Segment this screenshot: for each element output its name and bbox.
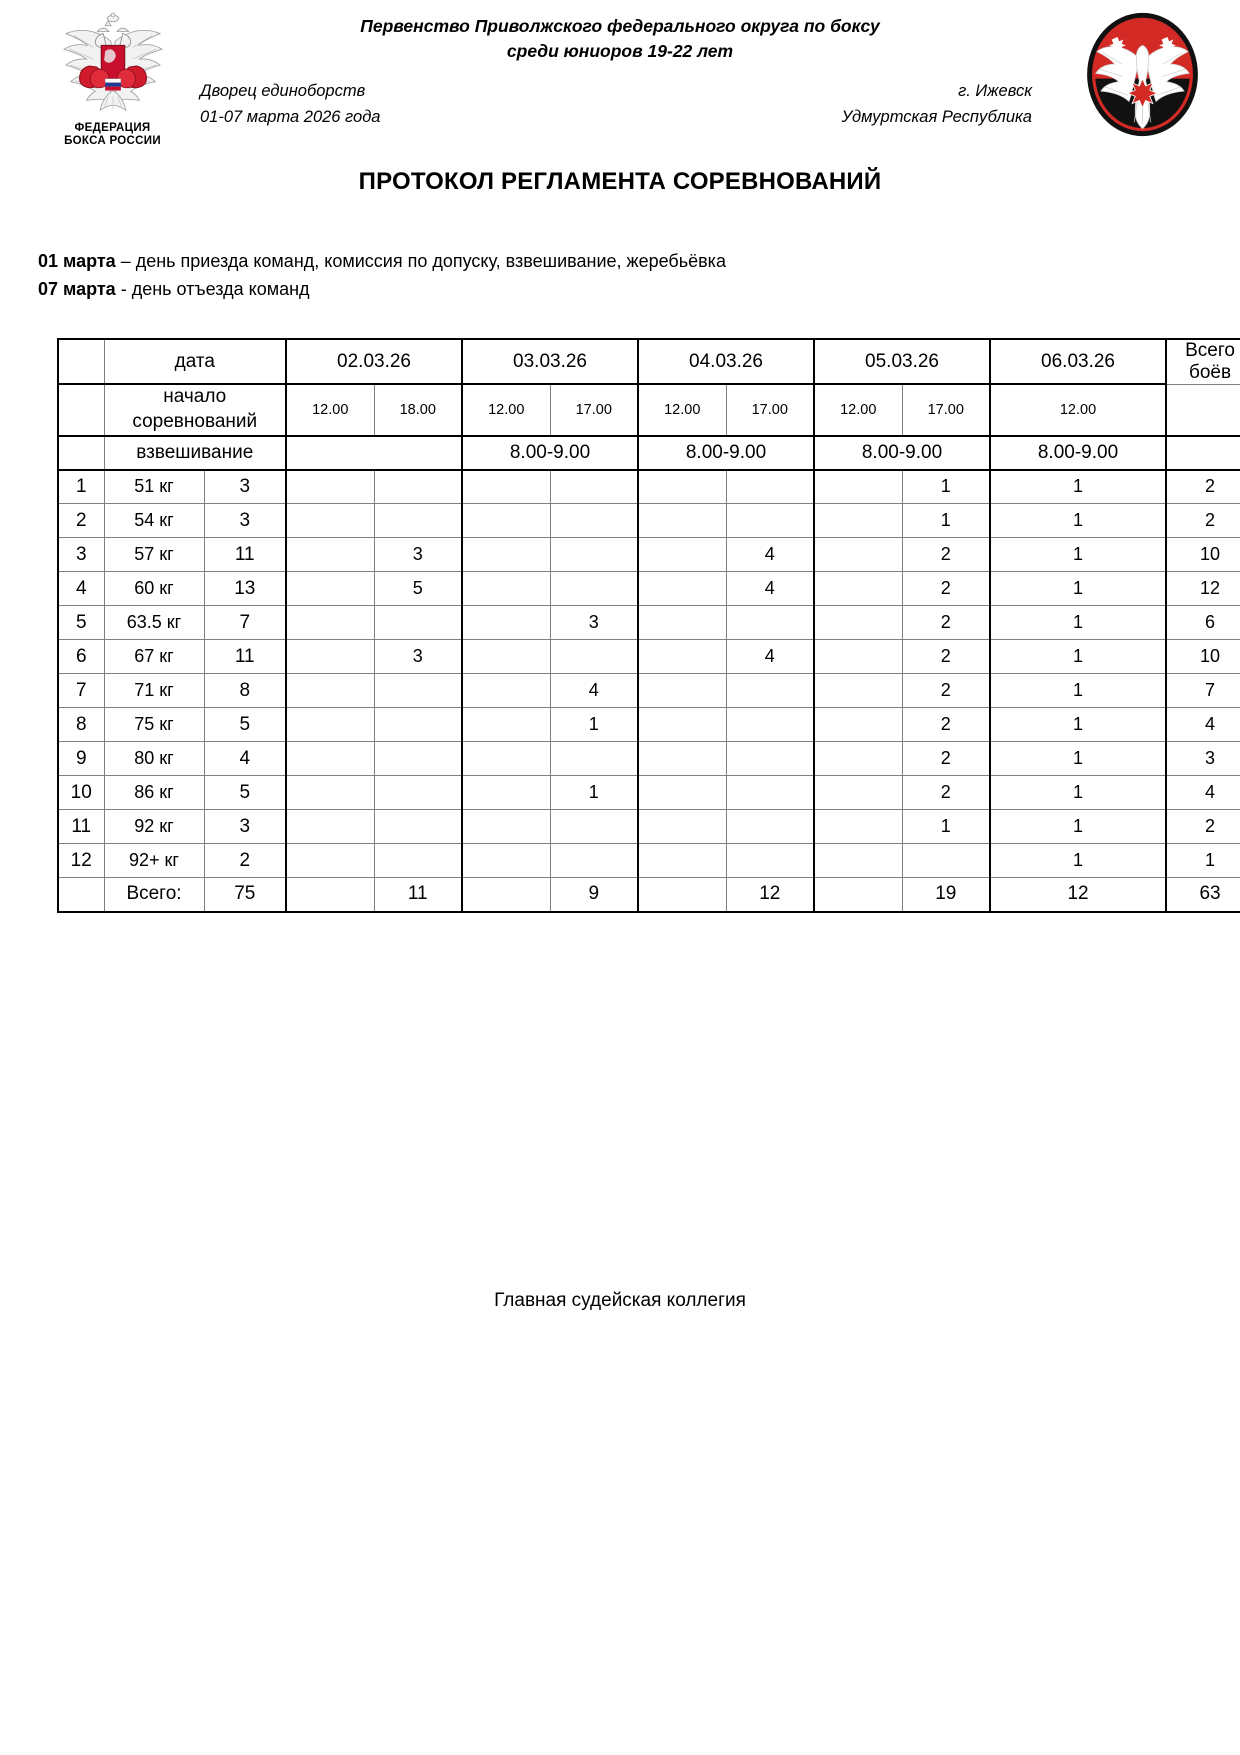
cell-d1-s1	[286, 606, 374, 640]
note-text: – день приезда команд, комиссия по допуску, взвешивание, жеребьёвка	[115, 251, 726, 271]
cell-d4-s2: 2	[902, 640, 990, 674]
table-row	[58, 810, 1240, 844]
signature-line: Главная судейская коллегия	[494, 1290, 746, 1311]
start-time-d1-s2: 18.00	[374, 384, 462, 435]
udmurt-swan-emblem-icon	[1080, 10, 1205, 140]
cell-d3-s2	[726, 776, 814, 810]
cell-d2-s2	[550, 640, 638, 674]
cell-d1-s2	[374, 504, 462, 538]
row-participants: 3	[204, 470, 286, 504]
cell-d4-s2: 2	[902, 674, 990, 708]
cell-d4-s2: 2	[902, 776, 990, 810]
header-date-4: 06.03.26	[990, 339, 1166, 385]
cell-d5-s1: 1	[990, 810, 1166, 844]
cell-d1-s2	[374, 606, 462, 640]
cell-d1-s2	[374, 742, 462, 776]
cell-d1-s2: 5	[374, 572, 462, 606]
table-row	[58, 776, 1240, 810]
row-number: 8	[58, 708, 104, 742]
cell-d1-s1	[286, 844, 374, 878]
cell-d3-s1	[638, 572, 726, 606]
totals-empty	[58, 878, 104, 912]
start-time-d3-s2: 17.00	[726, 384, 814, 435]
start-time-d2-s2: 17.00	[550, 384, 638, 435]
row-weight-class: 92+ кг	[104, 844, 204, 878]
weighin-d3: 8.00-9.00	[638, 436, 814, 470]
header-date-2: 04.03.26	[638, 339, 814, 385]
table-row	[58, 470, 1240, 504]
start-time-d2-s1: 12.00	[462, 384, 550, 435]
cell-d2-s1	[462, 640, 550, 674]
cell-row-total: 2	[1166, 470, 1240, 504]
cell-d5-s1: 1	[990, 742, 1166, 776]
cell-d4-s2: 2	[902, 538, 990, 572]
cell-d2-s1	[462, 606, 550, 640]
document-header	[0, 0, 1240, 150]
event-venue: Дворец единоборств	[200, 82, 366, 100]
cell-d2-s1	[462, 572, 550, 606]
cell-d3-s1	[638, 606, 726, 640]
totals-grand: 63	[1166, 878, 1240, 912]
row-number: 4	[58, 572, 104, 606]
header-weighin-label: взвешивание	[104, 436, 286, 470]
cell-d5-s1: 1	[990, 470, 1166, 504]
header-start-label	[104, 384, 286, 435]
schedule-notes	[38, 248, 1240, 304]
row-participants: 7	[204, 606, 286, 640]
cell-d1-s1	[286, 742, 374, 776]
table-header-start-times	[58, 384, 1240, 435]
table-row	[58, 538, 1240, 572]
cell-row-total: 7	[1166, 674, 1240, 708]
cell-row-total: 1	[1166, 844, 1240, 878]
row-number: 11	[58, 810, 104, 844]
cell-d4-s2: 1	[902, 470, 990, 504]
header-start-line2: соревнований	[132, 410, 258, 432]
row-weight-class: 75 кг	[104, 708, 204, 742]
cell-d5-s1: 1	[990, 708, 1166, 742]
row-weight-class: 71 кг	[104, 674, 204, 708]
cell-d3-s2	[726, 742, 814, 776]
cell-row-total: 6	[1166, 606, 1240, 640]
cell-d2-s1	[462, 742, 550, 776]
cell-d2-s1	[462, 776, 550, 810]
cell-d1-s2: 3	[374, 640, 462, 674]
note-text: - день отъезда команд	[115, 278, 310, 299]
cell-d4-s2: 2	[902, 572, 990, 606]
row-weight-class: 63.5 кг	[104, 606, 204, 640]
header-date-1: 03.03.26	[462, 339, 638, 385]
row-weight-class: 92 кг	[104, 810, 204, 844]
totals-participants: 75	[204, 878, 286, 912]
row-participants: 11	[204, 538, 286, 572]
weighin-d2: 8.00-9.00	[462, 436, 638, 470]
cell-d1-s2	[374, 674, 462, 708]
cell-d3-s1	[638, 810, 726, 844]
cell-d3-s2	[726, 810, 814, 844]
row-number: 10	[58, 776, 104, 810]
cell-d5-s1: 1	[990, 674, 1166, 708]
cell-d2-s1	[462, 844, 550, 878]
header-total-fights	[1166, 339, 1240, 385]
row-number: 6	[58, 640, 104, 674]
cell-row-total: 4	[1166, 776, 1240, 810]
note-line	[38, 248, 1240, 276]
weighin-total-spacer	[1166, 436, 1240, 470]
cell-d2-s2: 3	[550, 606, 638, 640]
totals-d3-s1	[638, 878, 726, 912]
cell-d3-s1	[638, 776, 726, 810]
cell-d1-s2	[374, 844, 462, 878]
cell-d4-s1	[814, 674, 902, 708]
event-title-line2: среди юниоров 19-22 лет	[506, 41, 734, 62]
cell-d2-s2: 1	[550, 708, 638, 742]
header-empty-num3	[58, 436, 104, 470]
totals-d4-s1	[814, 878, 902, 912]
totals-label: Всего:	[104, 878, 204, 912]
cell-d2-s2: 4	[550, 674, 638, 708]
cell-d4-s2: 2	[902, 606, 990, 640]
event-region: Удмуртская Республика	[841, 108, 1032, 127]
document-title: ПРОТОКОЛ РЕГЛАМЕНТА СОРЕВНОВАНИЙ	[358, 168, 882, 195]
cell-d3-s2: 4	[726, 640, 814, 674]
totals-d3-s2: 12	[726, 878, 814, 912]
table-row	[58, 674, 1240, 708]
header-total-fights-line1: Всего	[1185, 339, 1235, 361]
row-participants: 3	[204, 810, 286, 844]
cell-d2-s1	[462, 538, 550, 572]
event-title-line1: Первенство Приволжского федерального округа по боксу	[360, 16, 880, 36]
row-weight-class: 51 кг	[104, 470, 204, 504]
cell-row-total: 12	[1166, 572, 1240, 606]
row-number: 1	[58, 470, 104, 504]
totals-d2-s1	[462, 878, 550, 912]
cell-row-total: 10	[1166, 640, 1240, 674]
cell-d2-s1	[462, 810, 550, 844]
totals-d1-s1	[286, 878, 374, 912]
header-date-3: 05.03.26	[814, 339, 990, 385]
cell-d3-s2	[726, 674, 814, 708]
cell-d4-s1	[814, 504, 902, 538]
cell-d2-s1	[462, 470, 550, 504]
totals-d2-s2: 9	[550, 878, 638, 912]
cell-d3-s1	[638, 708, 726, 742]
cell-d4-s2	[902, 844, 990, 878]
cell-d4-s1	[814, 844, 902, 878]
row-participants: 11	[204, 640, 286, 674]
totals-d1-s2: 11	[374, 878, 462, 912]
row-participants: 5	[204, 776, 286, 810]
cell-d3-s2	[726, 844, 814, 878]
cell-d2-s2	[550, 742, 638, 776]
cell-row-total: 10	[1166, 538, 1240, 572]
row-weight-class: 80 кг	[104, 742, 204, 776]
table-row	[58, 606, 1240, 640]
start-time-d3-s1: 12.00	[638, 384, 726, 435]
cell-d2-s2	[550, 538, 638, 572]
russian-boxing-federation-logo	[45, 12, 180, 162]
note-date: 07 марта	[38, 278, 116, 299]
federation-caption-line1: ФЕДЕРАЦИЯ	[74, 122, 151, 134]
row-participants: 8	[204, 674, 286, 708]
event-meta	[200, 78, 1032, 131]
cell-d4-s1	[814, 538, 902, 572]
header-date-0: 02.03.26	[286, 339, 462, 385]
cell-d2-s2	[550, 844, 638, 878]
cell-row-total: 4	[1166, 708, 1240, 742]
row-weight-class: 67 кг	[104, 640, 204, 674]
cell-d2-s2	[550, 572, 638, 606]
table-row	[58, 504, 1240, 538]
cell-d4-s1	[814, 572, 902, 606]
cell-d4-s1	[814, 742, 902, 776]
cell-d4-s1	[814, 640, 902, 674]
note-line	[38, 276, 1240, 304]
cell-d1-s1	[286, 708, 374, 742]
header-date-label: дата	[104, 339, 286, 385]
cell-d4-s2: 2	[902, 742, 990, 776]
cell-d2-s2	[550, 504, 638, 538]
cell-d3-s2	[726, 470, 814, 504]
cell-d3-s2: 4	[726, 538, 814, 572]
table-totals-row	[58, 878, 1240, 912]
cell-d3-s2	[726, 504, 814, 538]
event-dates: 01-07 марта 2026 года	[200, 108, 381, 127]
cell-row-total: 2	[1166, 504, 1240, 538]
cell-d3-s2	[726, 606, 814, 640]
header-total-fights-line2: боёв	[1188, 361, 1232, 383]
row-weight-class: 57 кг	[104, 538, 204, 572]
cell-d4-s1	[814, 470, 902, 504]
cell-d4-s1	[814, 708, 902, 742]
cell-d4-s2: 1	[902, 810, 990, 844]
cell-d1-s2	[374, 708, 462, 742]
cell-row-total: 2	[1166, 810, 1240, 844]
cell-d2-s2: 1	[550, 776, 638, 810]
cell-d3-s2: 4	[726, 572, 814, 606]
cell-d1-s1	[286, 538, 374, 572]
cell-d4-s1	[814, 810, 902, 844]
cell-d1-s2	[374, 470, 462, 504]
row-number: 3	[58, 538, 104, 572]
cell-d5-s1: 1	[990, 844, 1166, 878]
totals-d5-s1: 12	[990, 878, 1166, 912]
totals-d4-s2: 19	[902, 878, 990, 912]
row-participants: 5	[204, 708, 286, 742]
cell-d1-s1	[286, 504, 374, 538]
event-city: г. Ижевск	[958, 82, 1032, 100]
cell-row-total: 3	[1166, 742, 1240, 776]
cell-d4-s2: 1	[902, 504, 990, 538]
cell-d1-s2	[374, 776, 462, 810]
double-headed-eagle-icon	[54, 12, 172, 120]
regulation-table-container	[57, 338, 1235, 913]
weighin-d5: 8.00-9.00	[990, 436, 1166, 470]
start-time-d5-s1: 12.00	[990, 384, 1166, 435]
weighin-d1	[286, 436, 462, 470]
row-number: 9	[58, 742, 104, 776]
row-number: 5	[58, 606, 104, 640]
row-number: 12	[58, 844, 104, 878]
cell-d1-s1	[286, 572, 374, 606]
competition-regulation-table	[57, 338, 1240, 913]
cell-d3-s1	[638, 504, 726, 538]
header-total-fights-spacer	[1166, 384, 1240, 435]
table-row	[58, 708, 1240, 742]
cell-d3-s1	[638, 470, 726, 504]
cell-d5-s1: 1	[990, 538, 1166, 572]
cell-d1-s2	[374, 810, 462, 844]
cell-d5-s1: 1	[990, 776, 1166, 810]
cell-d2-s1	[462, 708, 550, 742]
cell-d4-s1	[814, 776, 902, 810]
cell-d2-s1	[462, 674, 550, 708]
start-time-d4-s1: 12.00	[814, 384, 902, 435]
table-row	[58, 844, 1240, 878]
header-start-line1: начало	[163, 386, 227, 408]
table-row	[58, 572, 1240, 606]
cell-d3-s1	[638, 844, 726, 878]
cell-d1-s1	[286, 470, 374, 504]
cell-d1-s1	[286, 810, 374, 844]
row-weight-class: 86 кг	[104, 776, 204, 810]
row-number: 7	[58, 674, 104, 708]
row-participants: 13	[204, 572, 286, 606]
table-row	[58, 640, 1240, 674]
event-title	[200, 14, 1040, 65]
row-weight-class: 54 кг	[104, 504, 204, 538]
row-participants: 3	[204, 504, 286, 538]
row-participants: 4	[204, 742, 286, 776]
cell-d4-s1	[814, 606, 902, 640]
cell-d2-s2	[550, 470, 638, 504]
note-date: 01 марта	[38, 251, 116, 271]
federation-caption	[64, 122, 161, 148]
row-weight-class: 60 кг	[104, 572, 204, 606]
udmurt-republic-logo	[1080, 10, 1205, 140]
start-time-d4-s2: 17.00	[902, 384, 990, 435]
row-number: 2	[58, 504, 104, 538]
cell-d5-s1: 1	[990, 504, 1166, 538]
weighin-d4: 8.00-9.00	[814, 436, 990, 470]
cell-d3-s1	[638, 640, 726, 674]
table-header-weighin	[58, 436, 1240, 470]
cell-d1-s2: 3	[374, 538, 462, 572]
header-empty-num	[58, 339, 104, 385]
cell-d3-s1	[638, 674, 726, 708]
cell-d1-s1	[286, 640, 374, 674]
cell-d2-s2	[550, 810, 638, 844]
table-row	[58, 742, 1240, 776]
cell-d3-s1	[638, 742, 726, 776]
cell-d5-s1: 1	[990, 572, 1166, 606]
header-empty-num2	[58, 384, 104, 435]
cell-d3-s2	[726, 708, 814, 742]
start-time-d1-s1: 12.00	[286, 384, 374, 435]
cell-d5-s1: 1	[990, 606, 1166, 640]
table-header-dates	[58, 339, 1240, 385]
cell-d4-s2: 2	[902, 708, 990, 742]
row-participants: 2	[204, 844, 286, 878]
cell-d3-s1	[638, 538, 726, 572]
cell-d2-s1	[462, 504, 550, 538]
cell-d1-s1	[286, 776, 374, 810]
federation-caption-line2: БОКСА РОССИИ	[64, 135, 161, 148]
cell-d1-s1	[286, 674, 374, 708]
cell-d5-s1: 1	[990, 640, 1166, 674]
